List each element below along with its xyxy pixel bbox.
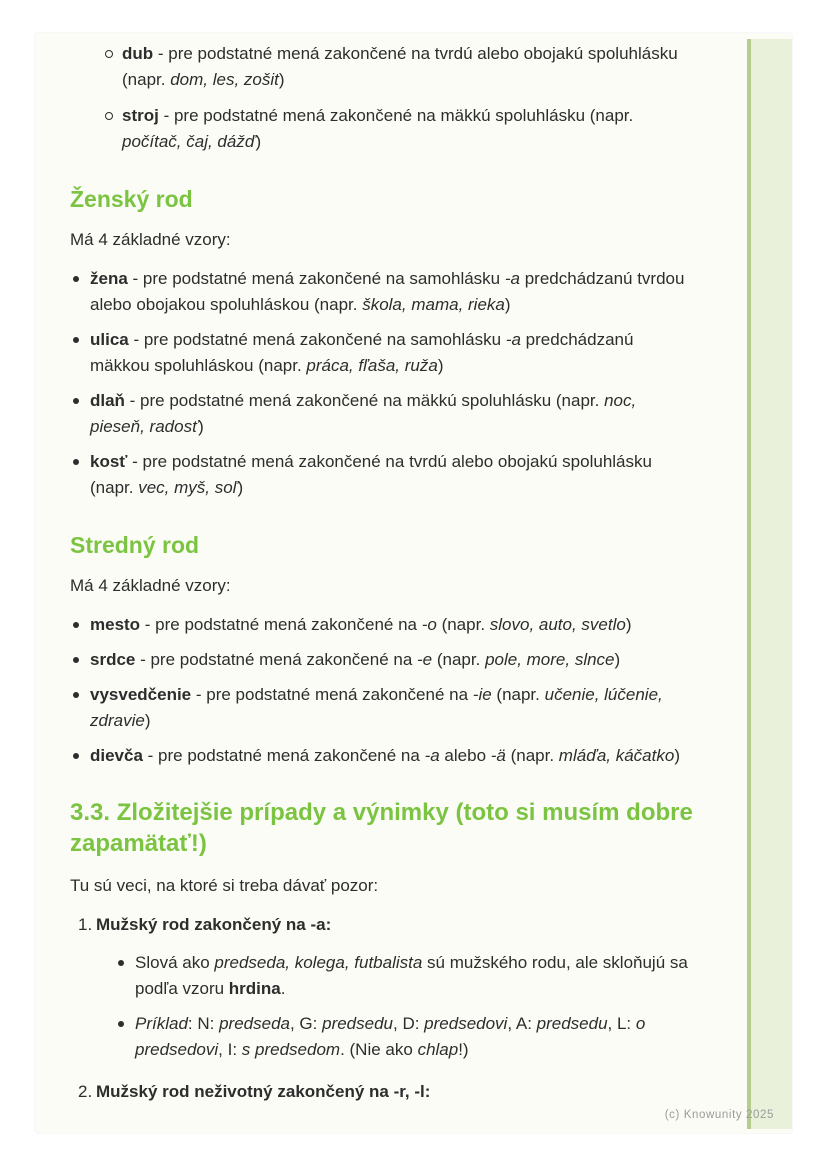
decorative-strip [747,39,792,1129]
ordered-item-title: Mužský rod zakončený na -a: [96,915,332,934]
heading-section-3-3: 3.3. Zložitejšie prípady a výnimky (toto si musím dobre zapamätať!) [70,799,693,857]
list-item-text: Slová ako predseda, kolega, futbalista sú mužského rodu, ale skloňujú sa podľa vzoru hrdina. [135,953,688,998]
ordered-item-1 [78,912,737,1063]
para-neuter-intro: Má 4 základné vzory: [70,576,231,595]
heading-zensky-rod: Ženský rod [70,186,193,212]
list-item-kost [70,449,690,501]
ordered-item-2 [78,1079,737,1105]
list-item-mesto [70,612,690,638]
ordered-item-title-row [78,912,737,938]
ordered-item-number: 2. [78,1082,93,1101]
document-content [70,41,737,1105]
list-item-srdce [70,647,690,673]
list-item-hrdina-rule [115,950,710,1002]
list-item-zena [70,266,690,318]
ordered-item-title: Mužský rod neživotný zakončený na -r, -l: [96,1082,431,1101]
bullet-dot-icon [73,459,79,465]
watermark: (c) Knowunity 2025 [664,1109,774,1121]
bullet-dot-icon [73,276,79,282]
neuter-pattern-list [70,612,737,769]
bullet-dot-icon [73,657,79,663]
masculine-pattern-sublist [70,41,737,155]
bullet-dot-icon [118,1021,124,1027]
bullet-dot-icon [73,622,79,628]
para-exceptions-intro: Tu sú veci, na ktoré si treba dávať pozor: [70,876,379,895]
list-item-text: dievča - pre podstatné mená zakončené na -a alebo -ä (napr. mláďa, káčatko) [90,746,680,765]
exceptions-ordered-list [70,912,737,1105]
list-item-text: stroj - pre podstatné mená zakončené na mäkkú spoluhlásku (napr. počítač, čaj, dážď) [122,106,634,151]
list-item-text: mesto - pre podstatné mená zakončené na -o (napr. slovo, auto, svetlo) [90,615,632,634]
list-item-text: dlaň - pre podstatné mená zakončené na mäkkú spoluhlásku (napr. noc, pieseň, radosť) [90,391,637,436]
list-item-text: dub - pre podstatné mená zakončené na tvrdú alebo obojakú spoluhlásku (napr. dom, les, zošit) [122,44,678,89]
feminine-pattern-list [70,266,737,501]
bullet-dot-icon [73,398,79,404]
list-item-dievca [70,743,690,769]
list-item-stroj [105,103,687,155]
ordered-item-sublist [78,950,737,1063]
bullet-dot-icon [118,960,124,966]
list-item-ulica [70,327,690,379]
bullet-dot-icon [73,692,79,698]
heading-stredny-rod: Stredný rod [70,532,200,558]
list-item-text: žena - pre podstatné mená zakončené na samohlásku -a predchádzanú tvrdou alebo obojakou spoluhláskou (napr. škola, mama, rieka) [90,269,685,314]
document-page [35,33,792,1133]
bullet-dot-icon [73,337,79,343]
list-item-text: srdce - pre podstatné mená zakončené na -e (napr. pole, more, slnce) [90,650,621,669]
list-item-dub [105,41,687,93]
ordered-item-title-row [78,1079,737,1105]
list-item-text: Príklad: N: predseda, G: predsedu, D: predsedovi, A: predsedu, L: o predsedovi, I: s predsedom. (Nie ako chlap!) [135,1014,646,1059]
list-item-text: ulica - pre podstatné mená zakončené na samohlásku -a predchádzanú mäkkou spoluhláskou (napr. práca, fľaša, ruža) [90,330,634,375]
bullet-dot-icon [73,753,79,759]
list-item-vysvedcenie [70,682,690,734]
circle-bullet-icon [105,112,113,120]
list-item-dlan [70,388,690,440]
list-item-text: vysvedčenie - pre podstatné mená zakončené na -ie (napr. učenie, lúčenie, zdravie) [90,685,663,730]
ordered-item-number: 1. [78,915,93,934]
list-item-text: kosť - pre podstatné mená zakončené na tvrdú alebo obojakú spoluhlásku (napr. vec, myš, soľ) [90,452,652,497]
circle-bullet-icon [105,50,113,58]
list-item-priklad [115,1011,710,1063]
para-feminine-intro: Má 4 základné vzory: [70,230,231,249]
